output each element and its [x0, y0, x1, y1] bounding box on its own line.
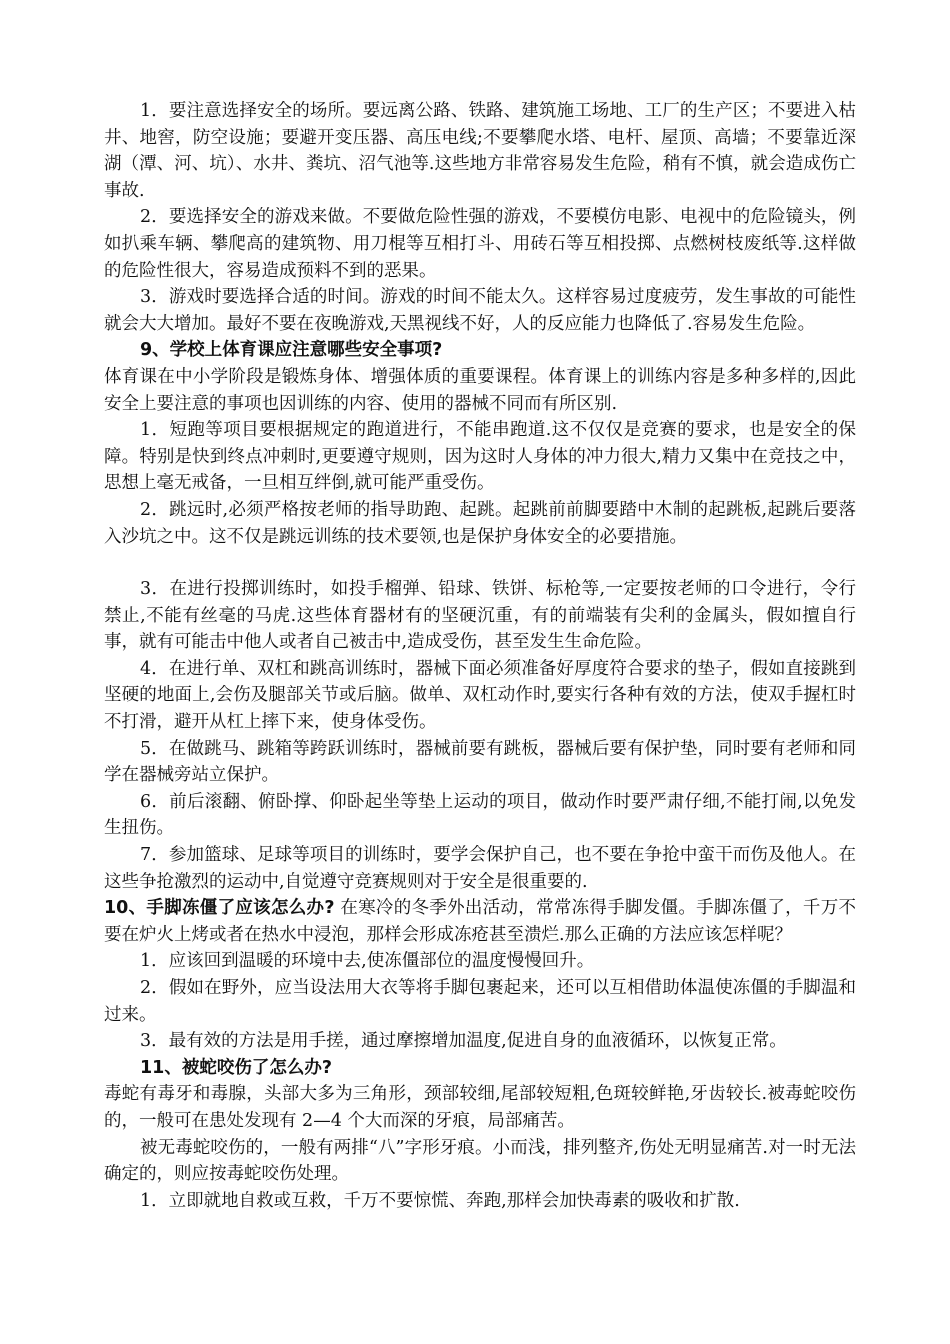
paragraph-play-location: 1．要注意选择安全的场所。要远离公路、铁路、建筑施工场地、工厂的生产区；不要进入枯井、地窖，防空设施；要避开变压器、高压电线;不要攀爬水塔、电杆、屋顶、高墙；不要靠近深湖（潭、河、坑）、水井、粪坑、沼气池等.这些地方非常容易发生危险，稍有不慎，就会造成伤亡事故. [104, 101, 856, 201]
paragraph-pe-intro: 体育课在中小学阶段是锻炼身体、增强体质的重要课程。体育课上的训练内容是多种多样的,因此安全上要注意的事项也因训练的内容、使用的器械不同而有所区别. [104, 366, 856, 414]
paragraph-pe-vault: 5．在做跳马、跳箱等跨跃训练时，器械前要有跳板，器械后要有保护垫，同时要有老师和同学在器械旁站立保护。 [104, 738, 856, 786]
paragraph-frostbite-1: 1．应该回到温暖的环境中去,使冻僵部位的温度慢慢回升。 [140, 951, 595, 972]
document-page [104, 98, 856, 1214]
section-heading-11: 11、被蛇咬伤了怎么办? [140, 1057, 333, 1078]
paragraph-frostbite-3: 3．最有效的方法是用手搓，通过摩擦增加温度,促进自身的血液循环，以恢复正常。 [140, 1031, 787, 1052]
paragraph-snake-nonvenomous: 被无毒蛇咬伤的，一般有两排“八”字形牙痕。小而浅，排列整齐,伤处无明显痛苦.对一时无法确定的，则应按毒蛇咬伤处理。 [104, 1137, 856, 1185]
blank-line [104, 550, 856, 576]
paragraph-pe-ballgames: 7．参加篮球、足球等项目的训练时，要学会保护自己，也不要在争抢中蛮干而伤及他人。在这些争抢激烈的运动中,自觉遵守竞赛规则对于安全是很重要的. [104, 845, 856, 892]
paragraph-pe-sprint: 1．短跑等项目要根据规定的跑道进行，不能串跑道.这不仅仅是竞赛的要求，也是安全的保障。特别是快到终点冲刺时,更要遵守规则，因为这时人身体的冲力很大,精力又集中在竞技之中，思想上毫无戒备，一旦相互绊倒,就可能严重受伤。 [104, 420, 856, 494]
paragraph-play-time: 3．游戏时要选择合适的时间。游戏的时间不能太久。这样容易过度疲劳，发生事故的可能性就会大大增加。最好不要在夜晚游戏,天黑视线不好，人的反应能力也降低了.容易发生危险。 [104, 287, 856, 334]
paragraph-snake-venomous: 毒蛇有毒牙和毒腺，头部大多为三角形，颈部较细,尾部较短粗,色斑较鲜艳,牙齿较长.被毒蛇咬伤的，一般可在患处发现有 2—4 个大而深的牙痕，局部痛苦。 [104, 1084, 856, 1131]
paragraph-pe-throwing: 3．在进行投掷训练时，如投手榴弹、铅球、铁饼、标枪等,一定要按老师的口令进行，令行禁止,不能有丝毫的马虎.这些体育器材有的坚硬沉重，有的前端装有尖利的金属头，假如擅自行事，就有可能击中他人或者自己被击中,造成受伤，甚至发生生命危险。 [104, 579, 856, 653]
paragraph-pe-bars: 4．在进行单、双杠和跳高训练时，器械下面必须准备好厚度符合要求的垫子，假如直接跳到坚硬的地面上,会伤及腿部关节或后脑。做单、双杠动作时,要实行各种有效的方法，使双手握杠时不打滑，避开从杠上摔下来，使身体受伤。 [104, 658, 856, 733]
section-heading-9: 9、学校上体育课应注意哪些安全事项? [140, 340, 443, 361]
frostbite-intro-text: 在寒冷的冬季外出活动，常常冻得手脚发僵。手脚冻僵了，千万不要在炉火上烤或者在热水中浸泡，那样会形成冻疮甚至溃烂.那么正确的方法应该怎样呢？ [104, 898, 856, 945]
section-heading-10: 10、手脚冻僵了应该怎么办? [104, 898, 335, 919]
paragraph-snake-1: 1．立即就地自救或互救，千万不要惊慌、奔跑,那样会加快毒素的吸收和扩散. [140, 1190, 740, 1211]
paragraph-frostbite-2: 2．假如在野外，应当设法用大衣等将手脚包裹起来，还可以互相借助体温使冻僵的手脚温和过来。 [104, 978, 856, 1025]
paragraph-pe-mat: 6．前后滚翻、俯卧撑、仰卧起坐等垫上运动的项目，做动作时要严肃仔细,不能打闹,以免发生扭伤。 [104, 791, 856, 839]
paragraph-pe-longjump: 2．跳远时,必须严格按老师的指导助跑、起跳。起跳前前脚要踏中木制的起跳板,起跳后要落入沙坑之中。这不仅是跳远训练的技术要领,也是保护身体安全的必要措施。 [104, 499, 856, 547]
paragraph-frostbite-intro [104, 895, 856, 948]
paragraph-play-games: 2．要选择安全的游戏来做。不要做危险性强的游戏，不要模仿电影、电视中的危险镜头，例如扒乘车辆、攀爬高的建筑物、用刀棍等互相打斗、用砖石等互相投掷、点燃树枝废纸等.这样做的危险性很大，容易造成预料不到的恶果。 [104, 207, 856, 281]
